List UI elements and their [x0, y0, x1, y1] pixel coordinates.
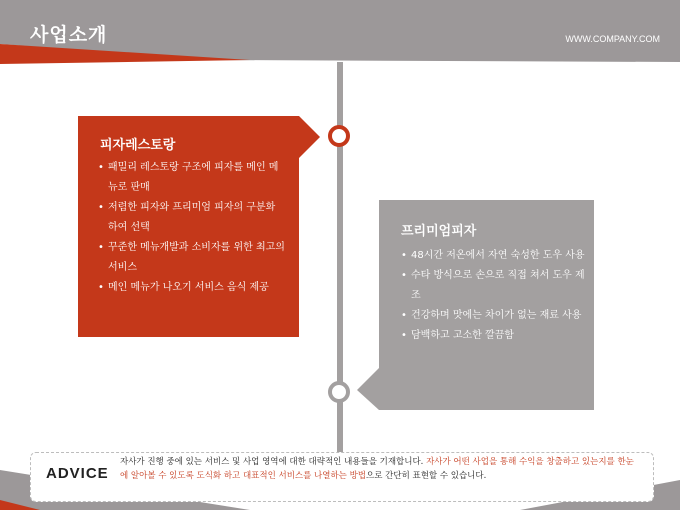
list-item-text: 수타 방식으로 손으로 직접 쳐서 도우 제조	[411, 270, 585, 301]
card-pizza-restaurant	[78, 116, 299, 337]
card-premium-pizza	[379, 200, 594, 410]
list-item-text: 메인 메뉴가 나오기 서비스 음식 제공	[108, 282, 269, 293]
list-item-text: 꾸준한 메뉴개발과 소비자를 위한 최고의 서비스	[108, 242, 285, 273]
list-item	[98, 278, 288, 298]
list-item	[401, 306, 586, 326]
bullet-icon: •	[401, 330, 407, 341]
card-title: 프리미엄피자	[401, 224, 477, 239]
page-title: 사업소개	[30, 24, 108, 46]
card-title: 피자레스토랑	[100, 138, 176, 153]
list-item-text: 저렴한 피자와 프리미엄 피자의 구분화 하여 선택	[108, 202, 276, 233]
timeline-node-1	[328, 125, 350, 147]
company-url: WWW.COMPANY.COM	[565, 34, 660, 44]
list-item	[401, 266, 586, 306]
list-item-text: 48시간 저온에서 자연 숙성한 도우 사용	[411, 250, 585, 261]
advice-text-highlight: 자사가 어떤 사업을 통해 수익을 창출하고 있는지를 한눈에 알아볼 수 있도록 도식화 하고 대표적인 서비스를 나열하는 방법	[120, 457, 634, 481]
bullet-icon: •	[401, 310, 407, 321]
timeline-node-2	[328, 381, 350, 403]
advice-text-part-1: 자사가 진행 중에 있는 서비스 및 사업 영역에 대한 대략적인 내용들을 기재합니다.	[120, 457, 427, 467]
bullet-icon: •	[98, 162, 104, 173]
list-item	[401, 246, 586, 266]
bullet-icon: •	[401, 270, 407, 281]
list-item	[98, 198, 288, 238]
advice-label: ADVICE	[46, 465, 109, 482]
list-item-text: 담백하고 고소한 깔끔함	[411, 330, 514, 341]
card-list	[401, 246, 586, 346]
advice-text-part-3: 으로 간단히 표현할 수 있습니다.	[366, 471, 487, 481]
bullet-icon: •	[98, 242, 104, 253]
bullet-icon: •	[98, 282, 104, 293]
list-item-text: 패밀리 레스토랑 구조에 피자를 메인 메뉴로 판매	[108, 162, 279, 193]
list-item-text: 건강하며 맛에는 차이가 없는 재료 사용	[411, 310, 582, 321]
bullet-icon: •	[98, 202, 104, 213]
list-item	[401, 326, 586, 346]
bullet-icon: •	[401, 250, 407, 261]
list-item	[98, 238, 288, 278]
advice-text	[120, 455, 635, 483]
list-item	[98, 158, 288, 198]
card-list	[98, 158, 288, 298]
